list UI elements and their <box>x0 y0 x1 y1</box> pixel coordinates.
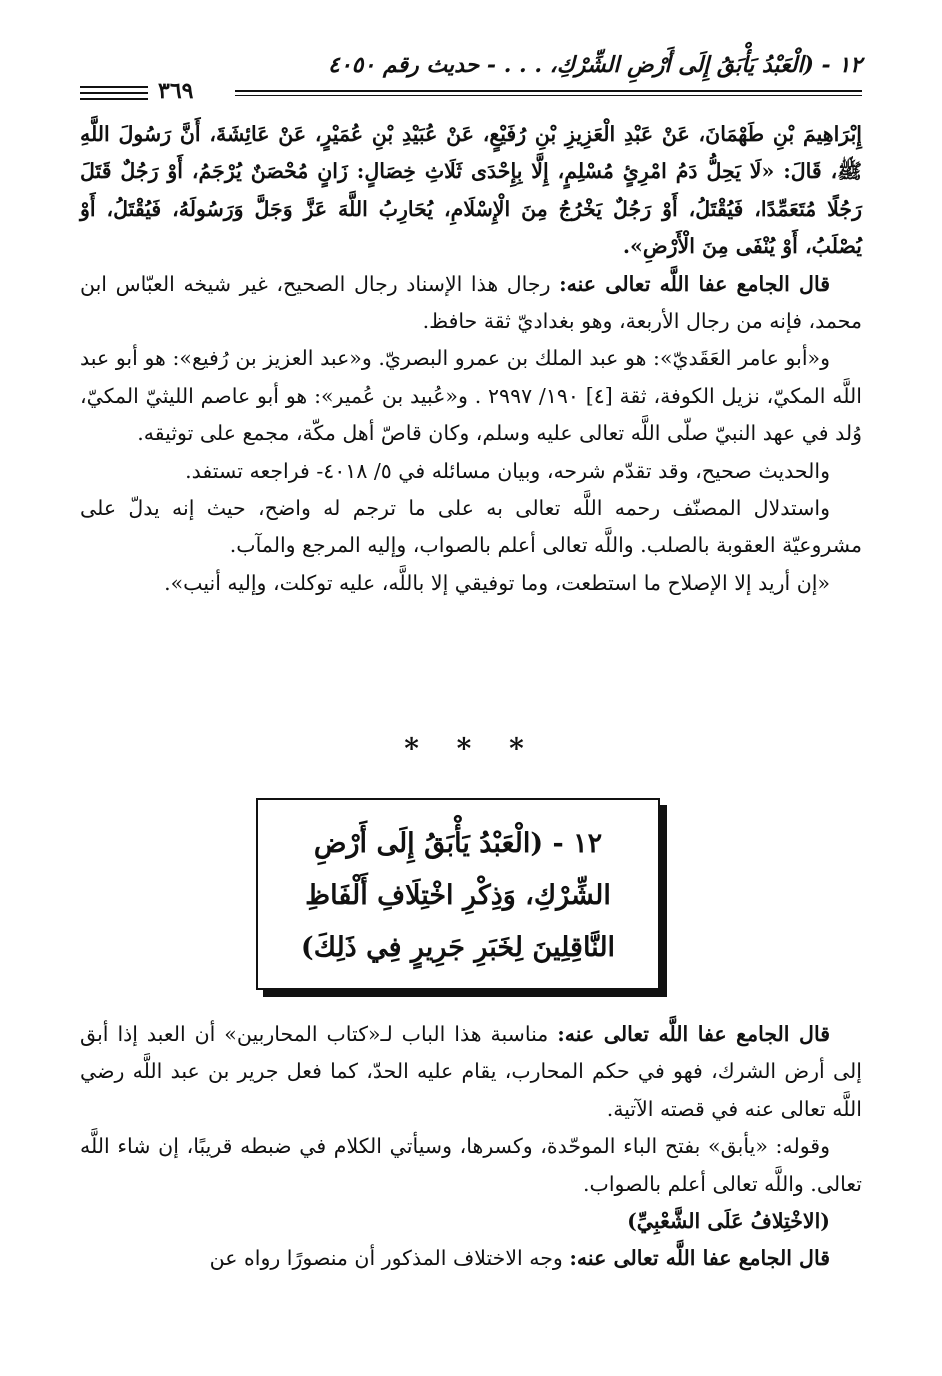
closing-quote: «إن أريد إلا الإصلاح ما استطعت، وما توفيقي إلا باللَّه، عليه توكلت، وإليه أنيب». <box>164 570 830 595</box>
header-rule-thin <box>235 95 862 96</box>
page-number: ٣٦٩ <box>150 78 201 104</box>
paragraph <box>80 266 862 341</box>
paragraph <box>80 1016 862 1128</box>
sub-heading: (الاخْتِلافُ عَلَى الشَّعْبِيِّ) <box>627 1209 830 1234</box>
author-lead: قال الجامع عفا اللَّه تعالى عنه: <box>557 1022 830 1046</box>
section-separator: * * * <box>404 732 538 765</box>
chapter-title: ١٢ - (الْعَبْدُ يَأْبَقُ إِلَى أَرْضِ الشِّرْكِ، وَذِكْرِ اخْتِلَافِ أَلْفَاظِ النَّاقِلِينَ لِخَبَرِ جَرِيرٍ فِي ذَلِكَ) <box>300 828 616 963</box>
paragraph: واستدلال المصنّف رحمه اللَّه تعالى به على ما ترجم له واضح، حيث إنه يدلّ على مشروعيّة العقوبة بالصلب. واللَّه تعالى أعلم بالصواب، وإليه المرجع والمآب. <box>80 496 862 558</box>
header-rule-left <box>80 98 148 100</box>
paragraph-text: رجال هذا الإسناد رجال الصحيح، غير شيخه العبّاس ابن محمد، فإنه من رجال الأربعة، وهو بغداديّ ثقة حافظ. <box>80 271 862 334</box>
chapter-heading-box <box>256 798 660 990</box>
main-text-bottom <box>80 1016 862 1278</box>
author-lead: قال الجامع عفا اللَّه تعالى عنه: <box>569 1246 830 1271</box>
paragraph: و«أبو عامر العَقَديّ»: هو عبد الملك بن عمرو البصريّ. و«عبد العزيز بن رُفيع»: هو أبو عبد اللَّه المكيّ، نزيل الكوفة، ثقة [٤] ١٩٠/ ٢٩٩٧ . و«عُبيد بن عُمير»: هو أبو عاصم الليثيّ المكيّ، وُلد في عهد النبيّ صلّى اللَّه تعالى عليه وسلم، وكان قاصّ أهل مكّة، مجمع على توثيقه. <box>80 346 862 446</box>
header-rule <box>235 90 862 92</box>
paragraph-text: وجه الاختلاف المذكور أن منصورًا رواه عن <box>209 1246 570 1271</box>
main-text-top <box>80 116 862 602</box>
running-header-title: ١٢ - (الْعَبْدُ يَأْبَقُ إِلَى أَرْضِ الشِّرْكِ، . . . - حديث رقم ٤٠٥٠ <box>328 52 862 78</box>
paragraph: والحديث صحيح، وقد تقدّم شرحه، وبيان مسائله في ٥/ ٤٠١٨- فراجعه تستفد. <box>185 458 830 483</box>
paragraph: وقوله: «يأبق» بفتح الباء الموحّدة، وكسرها، وسيأتي الكلام في ضبطه قريبًا، إن شاء اللَّه تعالى. واللَّه تعالى أعلم بالصواب. <box>80 1134 862 1196</box>
header-rule-left <box>80 92 148 94</box>
header-rule-left <box>80 86 148 88</box>
author-lead: قال الجامع عفا اللَّه تعالى عنه: <box>559 271 830 296</box>
hadith-text: إِبْرَاهِيمَ بْنِ طَهْمَانَ، عَنْ عَبْدِ الْعَزِيزِ بْنِ رُفَيْعٍ، عَنْ عُبَيْدِ بْنِ عُمَيْرٍ، عَنْ عَائِشَةَ، أَنَّ رَسُولَ اللَّهِ ﷺ، قَالَ: «لَا يَحِلُّ دَمُ امْرِئٍ مُسْلِمٍ، إِلَّا بِإِحْدَى ثَلَاثِ خِصَالٍ: زَانٍ مُحْصَنٌ يُرْجَمُ، أَوْ رَجُلٌ قَتَلَ رَجُلًا مُتَعَمِّدًا، فَيُقْتَلُ، أَوْ رَجُلٌ يَخْرُجُ مِنَ الْإِسْلَامِ، يُحَارِبُ اللَّهَ عَزَّ وَجَلَّ وَرَسُولَهُ، فَيُقْتَلُ، أَوْ يُصْلَبُ، أَوْ يُنْفَى مِنَ الْأَرْضِ». <box>80 122 862 259</box>
paragraph-text: مناسبة هذا الباب لـ«كتاب المحاربين» أن العبد إذا أبق إلى أرض الشرك، فهو في حكم المحارب، يقام عليه الحدّ، كما فعل جرير بن عبد اللَّه رضي اللَّه تعالى عنه في قصته الآتية. <box>80 1022 862 1121</box>
paragraph <box>80 1240 862 1277</box>
